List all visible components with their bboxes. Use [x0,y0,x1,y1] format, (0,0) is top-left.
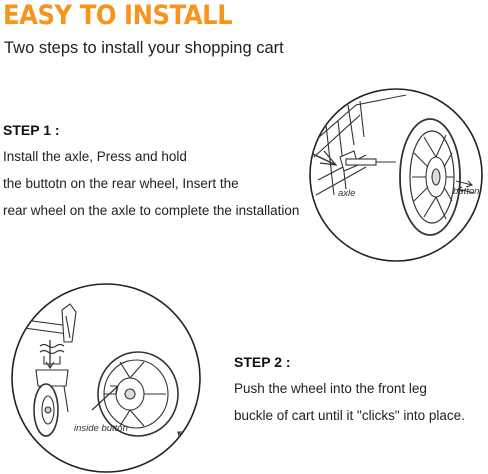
inside-button-label: inside button [74,423,128,434]
step1-line-2: the buttotn on the rear wheel, Insert the [3,176,239,191]
step2-illustration [0,282,218,474]
step1-line-3: rear wheel on the axle to complete the installation [3,203,300,218]
page-subtitle: Two steps to install your shopping cart [4,39,284,57]
step1-illustration [296,85,488,267]
page-title: EASY TO INSTALL [3,0,233,31]
step2-line-2: buckle of cart until it "clicks" into place. [234,408,465,423]
step1-line-1: Install the axle, Press and hold [3,149,187,164]
step2-line-1: Push the wheel into the front leg [234,381,427,396]
button-label: button [453,186,480,197]
step1-heading: STEP 1 : [3,122,60,138]
step2-heading: STEP 2 : [234,354,291,370]
axle-label: axle [338,188,356,199]
